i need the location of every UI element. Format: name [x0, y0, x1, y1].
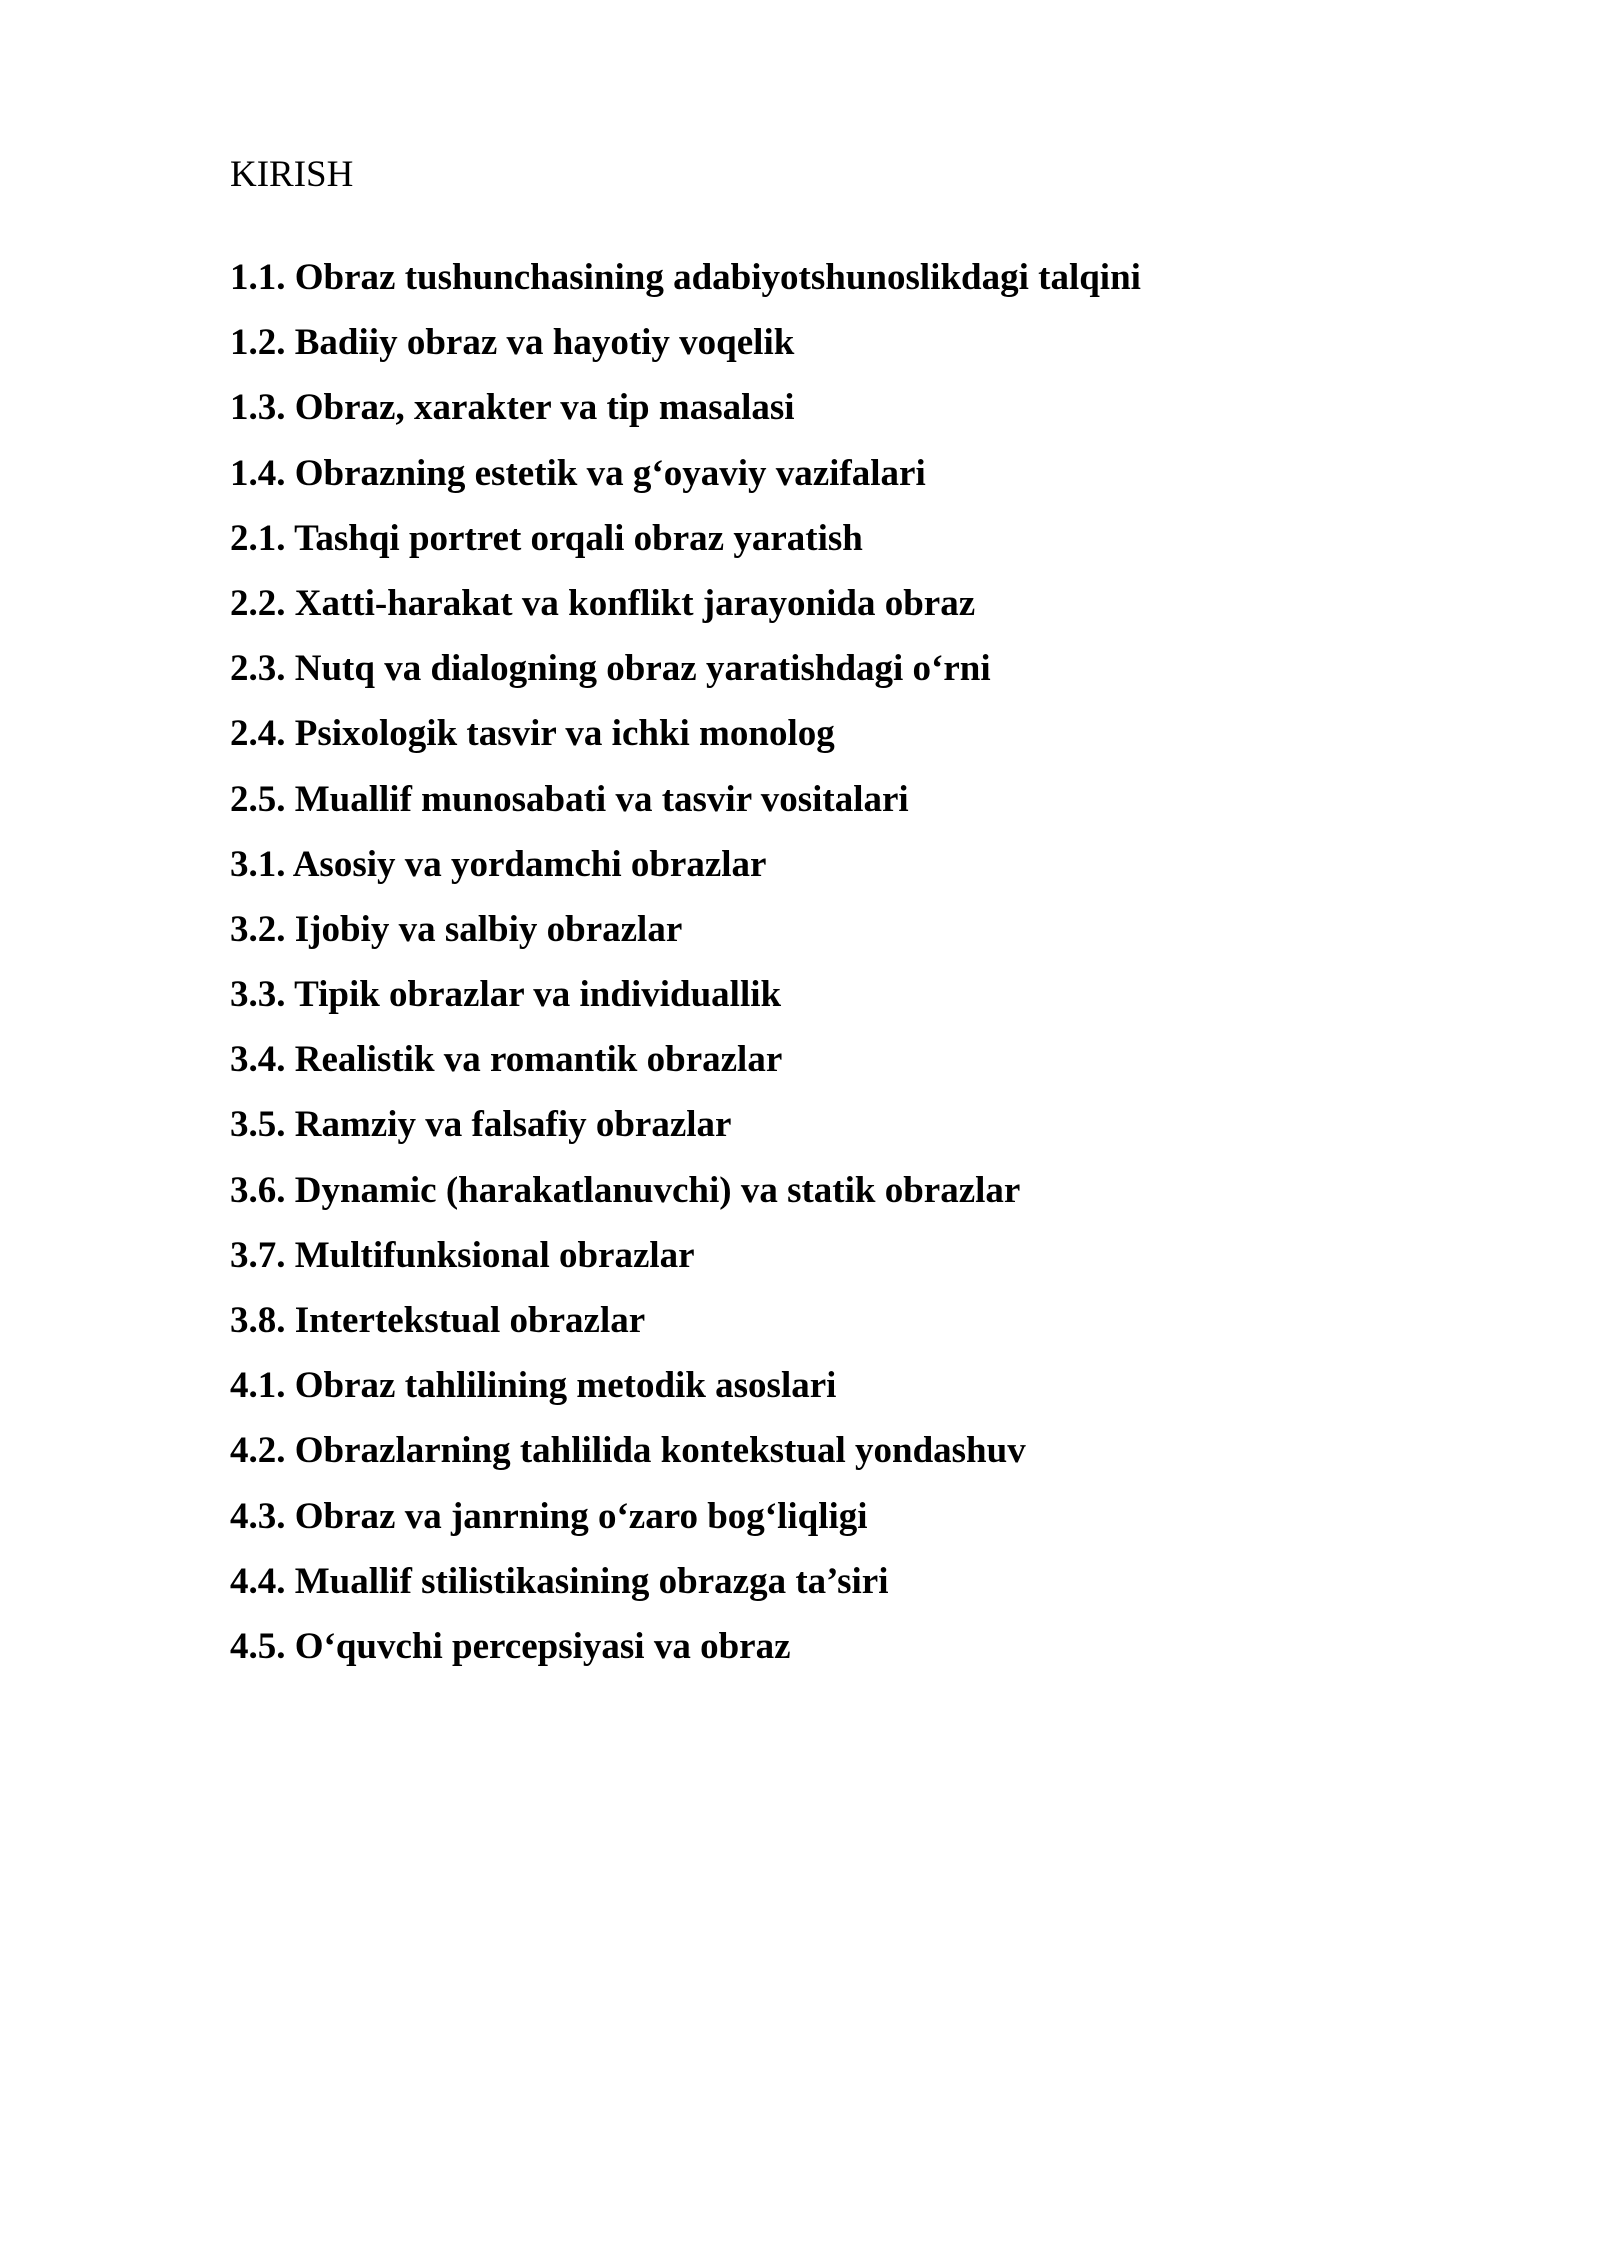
toc-item: 4.5. O‘quvchi percepsiyasi va obraz [230, 1625, 791, 1667]
toc-item: 1.3. Obraz, xarakter va tip masalasi [230, 387, 795, 429]
toc-item: 1.4. Obrazning estetik va g‘oyaviy vazifalari [230, 452, 926, 494]
toc-item: 3.2. Ijobiy va salbiy obrazlar [230, 908, 683, 950]
toc-item: 3.1. Asosiy va yordamchi obrazlar [230, 843, 767, 885]
toc-item: 2.2. Xatti-harakat va konflikt jarayonida obraz [230, 582, 976, 624]
toc-item: 4.4. Muallif stilistikasining obrazga ta’siri [230, 1560, 889, 1602]
table-of-contents [230, 253, 1141, 1687]
toc-item: 1.1. Obraz tushunchasining adabiyotshunoslikdagi talqini [230, 257, 1141, 298]
toc-item: 3.8. Intertekstual obrazlar [230, 1300, 646, 1341]
toc-item: 2.4. Psixologik tasvir va ichki monolog [230, 713, 835, 755]
toc-item: 2.5. Muallif munosabati va tasvir vositalari [230, 778, 909, 820]
toc-item: 4.3. Obraz va janrning o‘zaro bog‘liqligi [230, 1495, 868, 1537]
toc-item: 2.3. Nutq va dialogning obraz yaratishdagi o‘rni [230, 648, 991, 690]
section-heading: KIRISH [230, 154, 354, 195]
toc-item: 3.5. Ramziy va falsafiy obrazlar [230, 1104, 732, 1146]
toc-item: 2.1. Tashqi portret orqali obraz yaratish [230, 517, 863, 559]
toc-item: 3.6. Dynamic (harakatlanuvchi) va statik obrazlar [230, 1169, 1021, 1211]
toc-item: 3.3. Tipik obrazlar va individuallik [230, 974, 782, 1016]
toc-item: 4.1. Obraz tahlilining metodik asoslari [230, 1365, 837, 1407]
toc-item: 3.4. Realistik va romantik obrazlar [230, 1039, 783, 1081]
toc-item: 1.2. Badiiy obraz va hayotiy voqelik [230, 322, 795, 364]
toc-item: 4.2. Obrazlarning tahlilida kontekstual yondashuv [230, 1430, 1026, 1472]
toc-item: 3.7. Multifunksional obrazlar [230, 1234, 695, 1276]
